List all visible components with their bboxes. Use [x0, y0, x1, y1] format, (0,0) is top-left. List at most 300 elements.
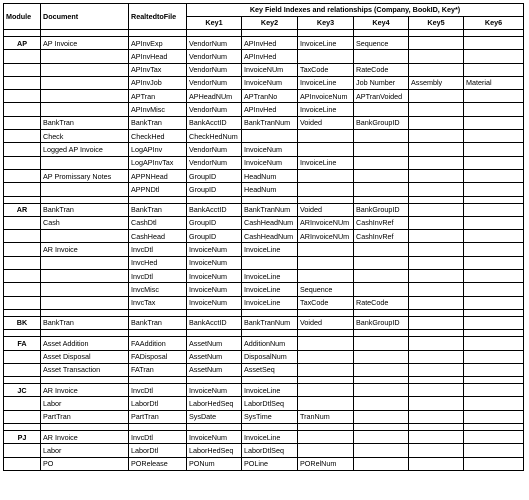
key3-cell: APInvoiceNum: [298, 90, 354, 103]
document-cell: Logged AP Invoice: [41, 143, 129, 156]
empty-cell: [4, 103, 41, 116]
key5-cell: [409, 283, 464, 296]
key1-cell: PONum: [187, 457, 242, 470]
related-file-cell: APTran: [129, 90, 187, 103]
key4-cell: RateCode: [354, 296, 409, 309]
key2-cell: AdditionNum: [242, 337, 298, 350]
table-row: [4, 63, 524, 76]
related-file-cell: InvcMisc: [129, 283, 187, 296]
key1-cell: VendorNum: [187, 103, 242, 116]
empty-cell: [4, 309, 41, 316]
key5-cell: [409, 183, 464, 196]
key6-header: Key6: [464, 17, 524, 30]
empty-cell: [187, 424, 242, 431]
key5-cell: [409, 316, 464, 329]
table-row: [4, 203, 524, 216]
empty-cell: [187, 377, 242, 384]
empty-cell: [298, 309, 354, 316]
key1-cell: InvoiceNum: [187, 283, 242, 296]
key4-cell: [354, 283, 409, 296]
key4-cell: CashInvRef: [354, 230, 409, 243]
key3-cell: [298, 270, 354, 283]
empty-cell: [4, 270, 41, 283]
key6-cell: [464, 203, 524, 216]
key2-cell: CashHeadNum: [242, 230, 298, 243]
document-cell: Check: [41, 130, 129, 143]
key1-cell: SysDate: [187, 410, 242, 423]
header-row-1: [4, 4, 524, 17]
empty-cell: [242, 377, 298, 384]
empty-cell: [298, 196, 354, 203]
key6-cell: [464, 270, 524, 283]
key6-cell: [464, 50, 524, 63]
document-cell: [41, 183, 129, 196]
table-row: [4, 457, 524, 470]
key3-cell: TaxCode: [298, 63, 354, 76]
document-cell: [41, 283, 129, 296]
key6-cell: [464, 116, 524, 129]
empty-cell: [242, 30, 298, 37]
key1-cell: VendorNum: [187, 76, 242, 89]
empty-cell: [129, 377, 187, 384]
related-file-cell: APInvMisc: [129, 103, 187, 116]
empty-cell: [4, 330, 41, 337]
empty-cell: [129, 309, 187, 316]
key6-cell: [464, 256, 524, 269]
empty-cell: [4, 410, 41, 423]
empty-cell: [41, 30, 129, 37]
document-cell: Labor: [41, 397, 129, 410]
key6-cell: [464, 143, 524, 156]
empty-cell: [409, 330, 464, 337]
empty-cell: [464, 309, 524, 316]
key1-cell: VendorNum: [187, 156, 242, 169]
spacer-row: [4, 377, 524, 384]
table-row: [4, 270, 524, 283]
key5-cell: [409, 363, 464, 376]
key2-cell: HeadNum: [242, 169, 298, 182]
document-cell: AR Invoice: [41, 243, 129, 256]
empty-cell: [4, 130, 41, 143]
empty-cell: [464, 377, 524, 384]
key6-cell: [464, 444, 524, 457]
key-title-header: Key Field Indexes and relationships (Company, BookID, Key*): [187, 4, 524, 17]
empty-cell: [4, 143, 41, 156]
empty-cell: [354, 196, 409, 203]
related-file-cell: APPNDtl: [129, 183, 187, 196]
empty-cell: [242, 330, 298, 337]
key1-cell: CheckHedNum: [187, 130, 242, 143]
related-file-cell: FAAddition: [129, 337, 187, 350]
empty-cell: [298, 377, 354, 384]
related-file-cell: InvcTax: [129, 296, 187, 309]
key5-cell: [409, 410, 464, 423]
empty-cell: [4, 156, 41, 169]
table-row: [4, 103, 524, 116]
empty-cell: [4, 216, 41, 229]
key4-cell: [354, 103, 409, 116]
key2-cell: HeadNum: [242, 183, 298, 196]
key1-cell: VendorNum: [187, 50, 242, 63]
document-header: Document: [41, 4, 129, 30]
empty-cell: [409, 30, 464, 37]
related-file-cell: InvcDtl: [129, 384, 187, 397]
module-cell: FA: [4, 337, 41, 350]
key2-cell: InvoiceLine: [242, 243, 298, 256]
table-row: [4, 116, 524, 129]
key6-cell: [464, 431, 524, 444]
key5-cell: [409, 116, 464, 129]
document-cell: Asset Addition: [41, 337, 129, 350]
empty-cell: [4, 283, 41, 296]
key5-cell: [409, 243, 464, 256]
key2-cell: BankTranNum: [242, 316, 298, 329]
spreadsheet: [3, 3, 524, 471]
empty-cell: [354, 424, 409, 431]
key4-cell: BankGroupID: [354, 203, 409, 216]
key3-cell: InvoiceLine: [298, 76, 354, 89]
key1-cell: GroupID: [187, 216, 242, 229]
document-cell: BankTran: [41, 116, 129, 129]
empty-cell: [187, 330, 242, 337]
key1-cell: AssetNum: [187, 350, 242, 363]
related-file-cell: LaborDtl: [129, 444, 187, 457]
table-row: [4, 363, 524, 376]
key3-cell: TranNum: [298, 410, 354, 423]
empty-cell: [354, 30, 409, 37]
related-file-cell: InvcDtl: [129, 243, 187, 256]
empty-cell: [129, 196, 187, 203]
table-row: [4, 444, 524, 457]
empty-cell: [41, 330, 129, 337]
document-cell: [41, 230, 129, 243]
document-cell: [41, 270, 129, 283]
key5-cell: [409, 90, 464, 103]
empty-cell: [4, 363, 41, 376]
table-row: [4, 156, 524, 169]
empty-cell: [4, 444, 41, 457]
key1-cell: AssetNum: [187, 337, 242, 350]
related-file-cell: BankTran: [129, 203, 187, 216]
related-file-cell: BankTran: [129, 316, 187, 329]
empty-cell: [187, 30, 242, 37]
empty-cell: [4, 350, 41, 363]
key1-cell: VendorNum: [187, 143, 242, 156]
empty-cell: [129, 30, 187, 37]
key2-cell: APInvHed: [242, 50, 298, 63]
key5-cell: [409, 156, 464, 169]
empty-cell: [464, 30, 524, 37]
key1-cell: InvoiceNum: [187, 270, 242, 283]
key2-cell: APInvHed: [242, 103, 298, 116]
module-header: Module: [4, 4, 41, 30]
empty-cell: [298, 30, 354, 37]
key1-cell: GroupID: [187, 183, 242, 196]
key1-cell: InvoiceNum: [187, 296, 242, 309]
document-cell: BankTran: [41, 203, 129, 216]
empty-cell: [187, 309, 242, 316]
empty-cell: [409, 377, 464, 384]
related-file-cell: InvcHed: [129, 256, 187, 269]
document-cell: AP Promissary Notes: [41, 169, 129, 182]
empty-cell: [129, 330, 187, 337]
key4-cell: [354, 444, 409, 457]
key5-cell: [409, 230, 464, 243]
spacer-row: [4, 309, 524, 316]
key5-header: Key5: [409, 17, 464, 30]
empty-cell: [4, 397, 41, 410]
key6-cell: [464, 296, 524, 309]
key3-cell: Voided: [298, 203, 354, 216]
key-field-table: [3, 3, 524, 471]
key6-cell: [464, 37, 524, 50]
key4-cell: Job Number: [354, 76, 409, 89]
key6-cell: [464, 363, 524, 376]
empty-cell: [242, 424, 298, 431]
key6-cell: [464, 283, 524, 296]
key4-cell: [354, 169, 409, 182]
key6-cell: [464, 130, 524, 143]
key3-cell: [298, 431, 354, 444]
key4-cell: [354, 397, 409, 410]
related-file-cell: LaborDtl: [129, 397, 187, 410]
table-row: [4, 283, 524, 296]
related-file-cell: PartTran: [129, 410, 187, 423]
key5-cell: Assembly: [409, 76, 464, 89]
document-cell: [41, 296, 129, 309]
table-row: [4, 169, 524, 182]
related-file-cell: APInvExp: [129, 37, 187, 50]
empty-cell: [464, 424, 524, 431]
table-row: [4, 90, 524, 103]
key2-cell: InvoiceLine: [242, 283, 298, 296]
key3-cell: [298, 183, 354, 196]
key4-cell: [354, 270, 409, 283]
empty-cell: [409, 196, 464, 203]
table-row: [4, 337, 524, 350]
empty-cell: [4, 256, 41, 269]
document-cell: Cash: [41, 216, 129, 229]
key2-cell: LaborDtlSeq: [242, 444, 298, 457]
key3-cell: InvoiceLine: [298, 156, 354, 169]
empty-cell: [41, 424, 129, 431]
key2-cell: InvoiceLine: [242, 384, 298, 397]
key4-header: Key4: [354, 17, 409, 30]
empty-cell: [298, 330, 354, 337]
empty-cell: [409, 309, 464, 316]
key6-cell: [464, 156, 524, 169]
key3-cell: Voided: [298, 316, 354, 329]
empty-cell: [464, 330, 524, 337]
table-row: [4, 243, 524, 256]
table-row: [4, 296, 524, 309]
key5-cell: [409, 270, 464, 283]
document-cell: Labor: [41, 444, 129, 457]
key3-cell: Voided: [298, 116, 354, 129]
key4-cell: BankGroupID: [354, 316, 409, 329]
key1-cell: BankAcctID: [187, 116, 242, 129]
empty-cell: [354, 330, 409, 337]
key3-cell: Sequence: [298, 283, 354, 296]
spacer-row: [4, 330, 524, 337]
key6-cell: [464, 350, 524, 363]
table-row: [4, 50, 524, 63]
key2-cell: APTranNo: [242, 90, 298, 103]
related-file-cell: CashHead: [129, 230, 187, 243]
key6-cell: [464, 457, 524, 470]
key1-cell: GroupID: [187, 169, 242, 182]
empty-cell: [4, 457, 41, 470]
key4-cell: [354, 457, 409, 470]
key2-cell: InvoiceLine: [242, 431, 298, 444]
key6-cell: [464, 103, 524, 116]
document-cell: PartTran: [41, 410, 129, 423]
table-row: [4, 216, 524, 229]
key3-cell: [298, 444, 354, 457]
key4-cell: [354, 143, 409, 156]
key3-cell: [298, 337, 354, 350]
key5-cell: [409, 103, 464, 116]
key5-cell: [409, 216, 464, 229]
key6-cell: [464, 169, 524, 182]
empty-cell: [4, 243, 41, 256]
empty-cell: [4, 296, 41, 309]
empty-cell: [4, 196, 41, 203]
related-file-cell: BankTran: [129, 116, 187, 129]
key5-cell: [409, 63, 464, 76]
table-row: [4, 316, 524, 329]
key6-cell: [464, 230, 524, 243]
key4-cell: [354, 183, 409, 196]
key1-cell: BankAcctID: [187, 203, 242, 216]
key2-cell: InvoiceNum: [242, 143, 298, 156]
key1-cell: InvoiceNum: [187, 243, 242, 256]
empty-cell: [187, 196, 242, 203]
key5-cell: [409, 296, 464, 309]
empty-cell: [354, 377, 409, 384]
key4-cell: [354, 431, 409, 444]
empty-cell: [242, 196, 298, 203]
document-cell: [41, 90, 129, 103]
document-cell: AP Invoice: [41, 37, 129, 50]
key1-cell: LaborHedSeq: [187, 444, 242, 457]
key6-cell: [464, 216, 524, 229]
empty-cell: [354, 309, 409, 316]
key1-cell: VendorNum: [187, 63, 242, 76]
key5-cell: [409, 431, 464, 444]
key5-cell: [409, 130, 464, 143]
empty-cell: [4, 76, 41, 89]
table-body: [4, 30, 524, 471]
key5-cell: [409, 143, 464, 156]
key2-cell: BankTranNum: [242, 116, 298, 129]
key1-cell: InvoiceNum: [187, 256, 242, 269]
document-cell: [41, 156, 129, 169]
document-cell: [41, 103, 129, 116]
key1-cell: APHeadNUm: [187, 90, 242, 103]
related-file-cell: LogAPInvTax: [129, 156, 187, 169]
key2-cell: DisposalNum: [242, 350, 298, 363]
document-cell: AR Invoice: [41, 431, 129, 444]
key3-cell: [298, 363, 354, 376]
empty-cell: [129, 424, 187, 431]
empty-cell: [4, 50, 41, 63]
document-cell: AR Invoice: [41, 384, 129, 397]
table-row: [4, 143, 524, 156]
key3-cell: InvoiceLine: [298, 37, 354, 50]
key6-cell: [464, 316, 524, 329]
key2-cell: InvoiceLine: [242, 270, 298, 283]
document-cell: BankTran: [41, 316, 129, 329]
key5-cell: [409, 37, 464, 50]
key1-cell: VendorNum: [187, 37, 242, 50]
empty-cell: [41, 196, 129, 203]
key5-cell: [409, 350, 464, 363]
key4-cell: [354, 50, 409, 63]
key6-cell: [464, 183, 524, 196]
related-file-cell: PORelease: [129, 457, 187, 470]
document-cell: [41, 76, 129, 89]
key6-cell: Material: [464, 76, 524, 89]
related-file-cell: FADisposal: [129, 350, 187, 363]
table-row: [4, 183, 524, 196]
empty-cell: [41, 309, 129, 316]
key3-cell: [298, 397, 354, 410]
table-row: [4, 431, 524, 444]
empty-cell: [4, 377, 41, 384]
key4-cell: Sequence: [354, 37, 409, 50]
key3-cell: [298, 350, 354, 363]
key4-cell: BankGroupID: [354, 116, 409, 129]
key4-cell: [354, 363, 409, 376]
key2-cell: AssetSeq: [242, 363, 298, 376]
key3-cell: PORelNum: [298, 457, 354, 470]
key3-cell: [298, 143, 354, 156]
key2-cell: InvoiceNum: [242, 156, 298, 169]
key4-cell: RateCode: [354, 63, 409, 76]
key4-cell: [354, 256, 409, 269]
key3-cell: [298, 384, 354, 397]
key5-cell: [409, 256, 464, 269]
module-cell: PJ: [4, 431, 41, 444]
key4-cell: APTranVoided: [354, 90, 409, 103]
empty-cell: [242, 309, 298, 316]
key2-cell: InvoiceLine: [242, 296, 298, 309]
key1-cell: InvoiceNum: [187, 384, 242, 397]
table-row: [4, 397, 524, 410]
key6-cell: [464, 410, 524, 423]
empty-cell: [4, 116, 41, 129]
key3-cell: [298, 130, 354, 143]
document-cell: Asset Transaction: [41, 363, 129, 376]
key2-cell: SysTime: [242, 410, 298, 423]
module-cell: AR: [4, 203, 41, 216]
key2-cell: BankTranNum: [242, 203, 298, 216]
key3-cell: [298, 243, 354, 256]
document-cell: [41, 63, 129, 76]
key2-cell: InvoiceNUm: [242, 63, 298, 76]
empty-cell: [4, 183, 41, 196]
module-cell: AP: [4, 37, 41, 50]
key4-cell: [354, 384, 409, 397]
key2-cell: APInvHed: [242, 37, 298, 50]
key4-cell: [354, 350, 409, 363]
key5-cell: [409, 384, 464, 397]
empty-cell: [4, 169, 41, 182]
empty-cell: [298, 424, 354, 431]
document-cell: [41, 256, 129, 269]
key5-cell: [409, 337, 464, 350]
